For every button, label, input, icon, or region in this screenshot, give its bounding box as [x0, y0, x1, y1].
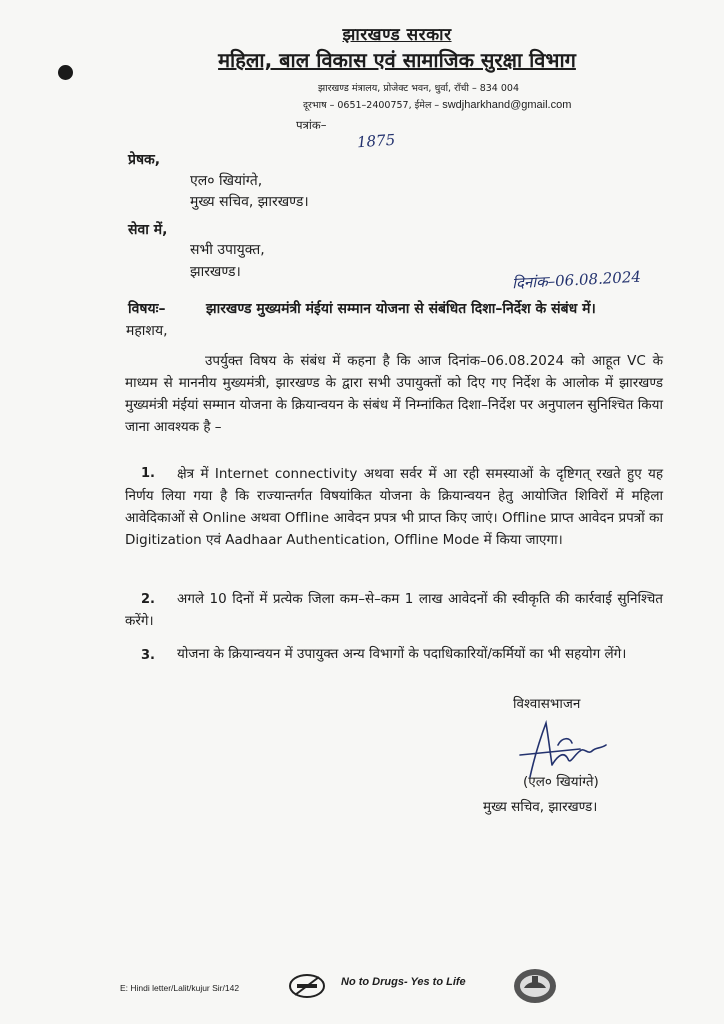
subject-text: झारखण्ड मुख्यमंत्री मंईयां सम्मान योजना से संबंधित दिशा–निर्देश के संबंध में।: [206, 301, 596, 317]
intro-paragraph: उपर्युक्त विषय के संबंध में कहना है कि आज दिनांक–06.08.2024 को आहूत VC के माध्यम से माननीय मुख्यमंत्री, झारखण्ड के द्वारा सभी उपायुक्तों को दिए गए निर्देश के आलोक में झारखण्ड मुख्यमंत्री मंईयां सम्मान योजना के क्रियान्वयन के संबंध में निम्नांकित दिशा–निर्देश पर अनुपालन सुनिश्चित किया जाना आवश्यक है –: [125, 353, 663, 435]
contact-phone: दूरभाष – 0651–2400757, ईमेल –: [303, 100, 440, 111]
government-emblem: [512, 966, 558, 1006]
closing-regards: विश्वासभाजन: [513, 696, 581, 712]
point-number: 3.: [141, 648, 155, 663]
point-number: 1.: [141, 466, 155, 481]
recipient-name: सभी उपायुक्त,: [190, 242, 265, 258]
sender-designation: मुख्य सचिव, झारखण्ड।: [190, 194, 309, 210]
recipient-place: झारखण्ड।: [190, 264, 241, 280]
file-code: E: Hindi letter/Lalit/kujur Sir/142: [120, 983, 240, 993]
signer-designation: मुख्य सचिव, झारखण्ड।: [483, 799, 598, 815]
sender-name: एल० खियांग्ते,: [190, 173, 263, 189]
salutation: महाशय,: [126, 323, 168, 339]
department-contact: [303, 98, 571, 111]
subject-label: विषयः–: [128, 301, 166, 317]
reference-number: 1875: [356, 130, 396, 152]
point-text: योजना के क्रियान्वयन में उपायुक्त अन्य विभागों के पदाधिकारियों/कर्मियों का भी सहयोग लेंगे।: [177, 646, 627, 662]
signer-name: (एल० खियांग्ते): [523, 774, 599, 790]
no-drugs-icon: [288, 973, 326, 999]
department-title: महिला, बाल विकास एवं सामाजिक सुरक्षा विभाग: [218, 48, 576, 72]
footer-slogan: No to Drugs- Yes to Life: [341, 976, 466, 988]
contact-email: swdjharkhand@gmail.com: [442, 99, 572, 111]
reference-label: पत्रांक–: [296, 118, 327, 132]
government-title: झारखण्ड सरकार: [342, 25, 452, 45]
point-number: 2.: [141, 592, 155, 607]
point-text: अगले 10 दिनों में प्रत्येक जिला कम–से–कम 1 लाख आवेदनों की स्वीकृति की कार्रवाई सुनिश्चित करेंगे।: [125, 591, 663, 629]
point-text: क्षेत्र में Internet connectivity अथवा सर्वर में आ रही समस्याओं के दृष्टिगत् रखते हुए यह निर्णय लिया गया है कि राज्यान्तर्गत विषयांकित योजना के क्रियान्वयन हेतु आयोजित शिविरों में महिला आवेदिकाओं से Online अथवा Offline आवेदन प्रपत्र भी प्राप्त किए जाएं। Offline प्राप्त आवेदन प्रपत्रों का Digitization एवं Aadhaar Authentication, Offline Mode में किया जाएगा।: [125, 466, 663, 548]
handwritten-date: दिनांक–06.08.2024: [511, 267, 642, 293]
sender-label: प्रेषक,: [128, 152, 161, 168]
department-address: झारखण्ड मंत्रालय, प्रोजेक्ट भवन, धुर्वा, राँची – 834 004: [318, 83, 520, 94]
recipient-label: सेवा में,: [128, 222, 168, 238]
